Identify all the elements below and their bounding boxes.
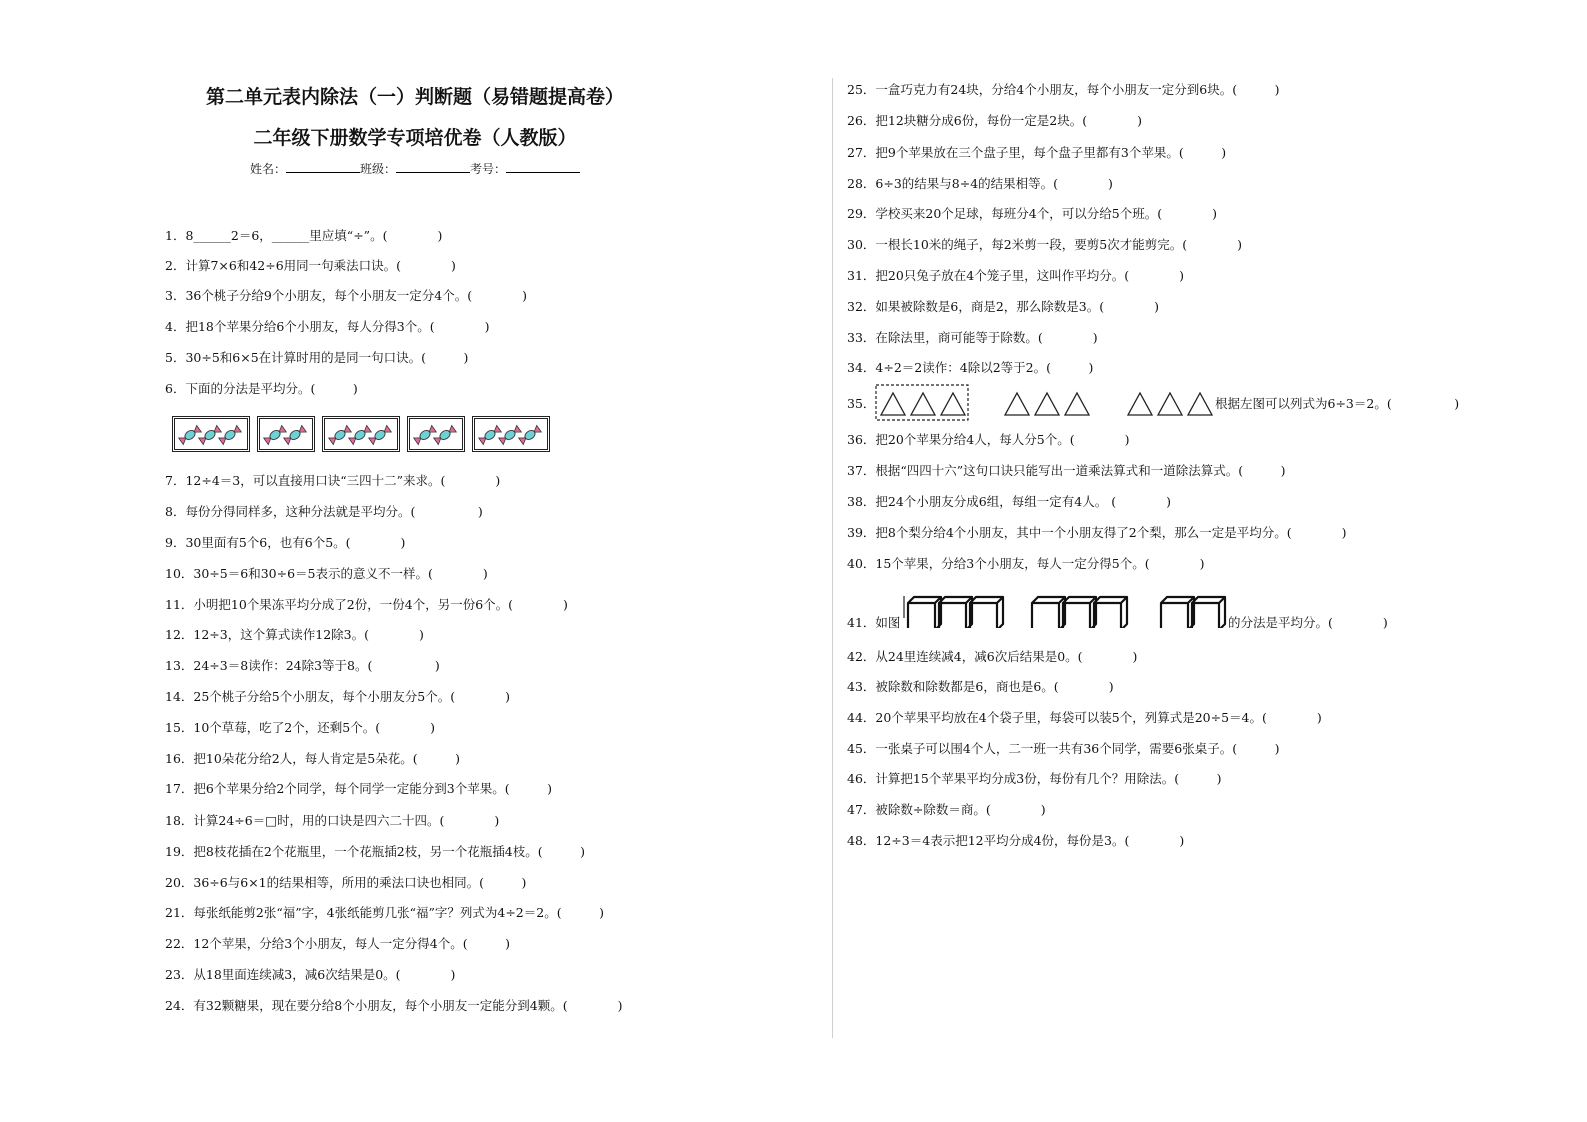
question-48: 48．12÷3＝4表示把12平均分成4份，每份是3。( ) [847,833,1185,848]
candy-icon [499,425,522,444]
candy-icon [329,425,352,444]
question-7: 7．12÷4＝3，可以直接用口诀“三四十二”来求。( ) [165,473,501,488]
candy-icon [519,425,542,444]
candy-box [257,416,315,452]
class-label: 班级： [359,162,396,176]
question-10: 10．30÷5＝6和30÷6＝5表示的意义不一样。( ) [165,566,488,581]
candy-icon [479,425,502,444]
question-14: 14．25个桃子分给5个小朋友，每个小朋友分5个。( ) [165,689,510,704]
question-29: 29．学校买来20个足球，每班分4个，可以分给5个班。( ) [847,206,1217,221]
page-subtitle: 二年级下册数学专项培优卷（人教版） [253,127,577,149]
cube-icon [970,597,1003,628]
cube-icon [1192,597,1225,628]
question-16: 16．把10朵花分给2人，每人肯定是5朵花。( ) [165,751,460,766]
question-36: 36．把20个苹果分给4人，每人分5个。( ) [847,432,1130,447]
question-31: 31．把20只兔子放在4个笼子里，这叫作平均分。( ) [847,268,1185,283]
triangle-icon [1035,393,1059,415]
question-41: 41．如图 [847,615,901,630]
question-25: 25．一盒巧克力有24块，分给4个小朋友，每个小朋友一定分到6块。( ) [847,82,1280,97]
triangle-icon [1005,393,1029,415]
question-30: 30．一根长10米的绳子，每2米剪一段，要剪5次才能剪完。( ) [847,237,1242,252]
question-32: 32．如果被除数是6，商是2，那么除数是3。( ) [847,299,1160,314]
page-title: 第二单元表内除法（一）判断题（易错题提高卷） [205,86,624,108]
candy-box [407,416,465,452]
question-45: 45．一张桌子可以围4个人，二一班一共有36个同学，需要6张桌子。( ) [847,741,1280,756]
exam-number-field[interactable] [506,161,580,173]
candy-box [322,416,400,452]
question-17: 17．把6个苹果分给2个同学，每个同学一定能分到3个苹果。( ) [165,781,553,796]
question-35: 35． [847,396,876,411]
question-37: 37．根据“四四十六”这句口诀只能写出一道乘法算式和一道除法算式。( ) [847,463,1286,478]
cube-icon [908,597,941,628]
cube-icon [1161,597,1194,628]
question-40: 40．15个苹果，分给3个小朋友，每人一定分得5个。( ) [847,556,1205,571]
triangle-icon [1128,393,1152,415]
triangle-icon [911,393,935,415]
question-39: 39．把8个梨分给4个小朋友，其中一个小朋友得了2个梨，那么一定是平均分。( ) [847,525,1347,540]
column-divider [832,78,833,1038]
question-6: 6．下面的分法是平均分。( ) [165,381,358,396]
candy-icon [179,425,202,444]
question-33: 33．在除法里，商可能等于除数。( ) [847,330,1098,345]
question-5: 5．30÷5和6×5在计算时用的是同一句口诀。( ) [165,350,469,365]
question-8: 8．每份分得同样多，这种分法就是平均分。( ) [165,504,483,519]
question-26: 26．把12块糖分成6份，每份一定是2块。( ) [847,113,1142,128]
triangle-icon [881,393,905,415]
candy-icon [414,425,437,444]
triangle-icon [1158,393,1182,415]
student-info-row [0,160,830,177]
question-44: 44．20个苹果平均放在4个袋子里，每袋可以装5个，列算式是20÷5＝4。( ) [847,710,1322,725]
question-12: 12．12÷3，这个算式读作12除3。( ) [165,627,424,642]
question-3: 3．36个桃子分给9个小朋友，每个小朋友一定分4个。( ) [165,288,528,303]
name-field[interactable] [286,161,360,173]
question-18: 18．计算24÷6＝□时，用的口诀是四六二十四。( ) [165,813,500,828]
question-24: 24．有32颗糖果，现在要分给8个小朋友，每个小朋友一定能分到4颗。( ) [165,998,623,1013]
candy-icon [349,425,372,444]
candy-icon [434,425,457,444]
question-43: 43．被除数和除数都是6，商也是6。( ) [847,679,1114,694]
question-23: 23．从18里面连续减3，减6次结果是0。( ) [165,967,456,982]
candy-icon [264,425,287,444]
question-47: 47．被除数÷除数＝商。( ) [847,802,1046,817]
triangles-figure [875,382,1215,422]
cube-icon [1094,597,1127,628]
candy-boxes-figure [172,416,557,454]
question-38: 38．把24个小朋友分成6组，每组一定有4人。 ( ) [847,494,1171,509]
class-field[interactable] [396,161,470,173]
candies-icon [412,422,458,448]
question-19: 19．把8枝花插在2个花瓶里，一个花瓶插2枝，另一个花瓶插4枝。( ) [165,844,585,859]
candy-box [172,416,250,452]
candies-icon [177,422,243,448]
question-4: 4．把18个苹果分给6个小朋友，每人分得3个。( ) [165,319,490,334]
question-13: 13．24÷3＝8读作：24除3等于8。( ) [165,658,440,673]
question-9: 9．30里面有5个6，也有6个5。( ) [165,535,406,550]
question-11: 11．小明把10个果冻平均分成了2份，一份4个，另一份6个。( ) [165,597,568,612]
question-2: 2．计算7×6和42÷6用同一句乘法口诀。( ) [165,258,456,273]
question-20: 20．36÷6与6×1的结果相等，所用的乘法口诀也相同。( ) [165,875,527,890]
question-34: 34．4÷2＝2读作：4除以2等于2。( ) [847,360,1094,375]
triangle-icon [941,393,965,415]
question-1: 1．8______2＝6，______里应填“÷”。( ) [165,228,443,243]
question-21: 21．每张纸能剪2张“福”字，4张纸能剪几张“福”字？列式为4÷2＝2。( ) [165,905,604,920]
triangle-icon [1065,393,1089,415]
candies-icon [327,422,393,448]
question-15: 15．10个草莓，吃了2个，还剩5个。( ) [165,720,435,735]
question-27: 27．把9个苹果放在三个盘子里，每个盘子里都有3个苹果。( ) [847,145,1227,160]
question-22: 22．12个苹果，分给3个小朋友，每人一定分得4个。( ) [165,936,510,951]
candy-icon [219,425,242,444]
question-28: 28．6÷3的结果与8÷4的结果相等。( ) [847,176,1113,191]
candy-icon [369,425,392,444]
question-35-tail: 根据左图可以列式为6÷3＝2。( ) [1215,396,1460,411]
exam-number-label: 考号： [470,162,507,176]
candies-icon [477,422,543,448]
cube-icon [939,597,972,628]
cube-icon [1063,597,1096,628]
cube-icon [1032,597,1065,628]
name-label: 姓名： [249,162,286,176]
candy-box [472,416,550,452]
cubes-figure [902,588,1228,628]
candy-icon [284,425,307,444]
question-46: 46．计算把15个苹果平均分成3份，每份有几个？用除法。( ) [847,771,1222,786]
candies-icon [262,422,308,448]
question-42: 42．从24里连续减4，减6次后结果是0。( ) [847,649,1138,664]
triangle-icon [1188,393,1212,415]
question-41-tail: 的分法是平均分。( ) [1228,615,1388,630]
candy-icon [199,425,222,444]
